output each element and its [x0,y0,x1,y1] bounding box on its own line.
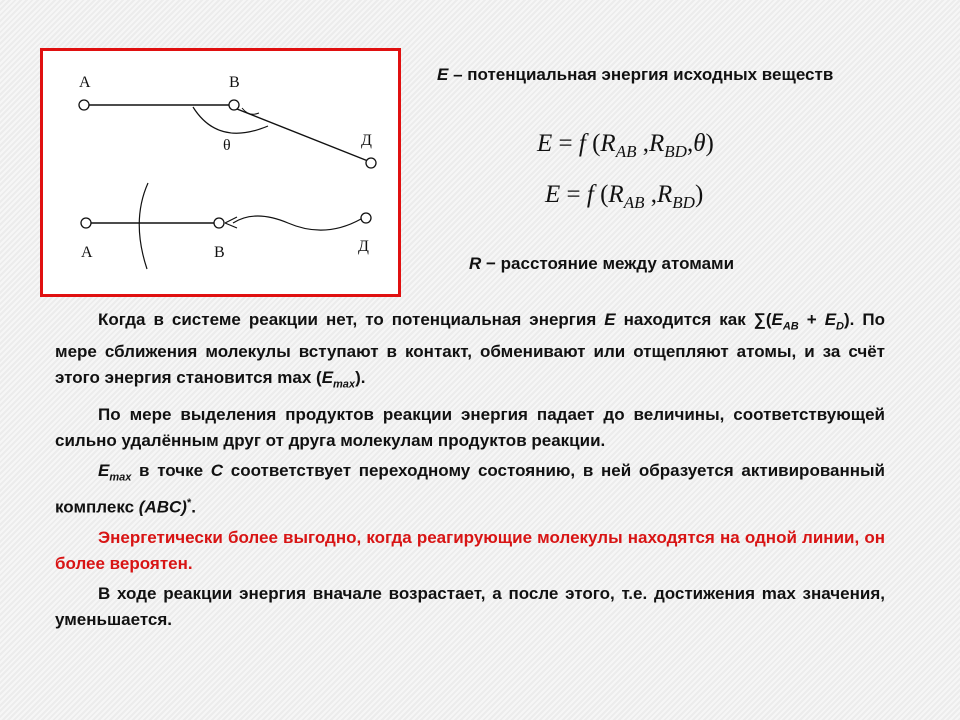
e-definition-text: – потенциальная энергия исходных веществ [448,65,834,84]
dividing-curve [139,183,148,269]
paragraph-2: По мере выделения продуктов реакции энергия падает до величины, соответствующей сильно удалённым друг от друга молекулам продуктов реакции. [55,404,885,450]
atom-d-top [366,158,376,168]
r-symbol: R [469,254,482,273]
bond-bd-top [237,109,368,161]
atoms-diagram [43,51,398,294]
paragraph-5: В ходе реакции энергия вначале возрастает, а после этого, т.е. достижения max значения, уменьшается. [55,583,885,629]
energy-definition [437,62,919,87]
atom-a-bottom [81,218,91,228]
label-a-top: A [79,74,91,91]
label-d-top: Д [361,132,372,149]
approach-arrow [225,217,237,228]
formula-linear: E = f ($R_{AB}$ $,R_{BD}$) [545,181,704,212]
angle-arc [193,107,268,133]
formula-with-angle: E = f ($R_{AB}$ $,R_{BD},\theta$) [537,130,714,161]
label-a-bottom: A [81,244,93,261]
r-definition-text: − расстояние между атомами [481,254,735,273]
atom-b-top [229,100,239,110]
angle-mark [242,108,259,114]
distance-definition [469,254,734,274]
paragraph-1: Когда в системе реакции нет, то потенциальная энергия E находится как $\sum(E_{AB} + E_D)$. По мере сближения молекулы вступают в контакт, обменивают или отщепляют атомы, и за счёт этого энергия становится $\max (E_{max})$. [55,310,885,391]
atom-d-bottom [361,213,371,223]
atom-b-bottom [214,218,224,228]
label-d-bottom: Д [358,238,369,255]
reaction-diagram [40,48,401,297]
atom-a-top [79,100,89,110]
paragraph-4-highlight: Энергетически более выгодно, когда реагирующие молекулы находятся на одной линии, он более вероятен. [55,527,885,573]
label-b-top: B [229,74,240,91]
e-symbol: E [437,65,449,84]
paragraph-3: $E_{max}$ в точке C соответствует переходному состоянию, в ней образуется активированный комплекс (ABC)*. [55,460,886,517]
label-b-bottom: B [214,244,225,261]
body-text [55,307,885,637]
label-theta: θ [223,137,231,154]
approach-path [233,216,361,230]
